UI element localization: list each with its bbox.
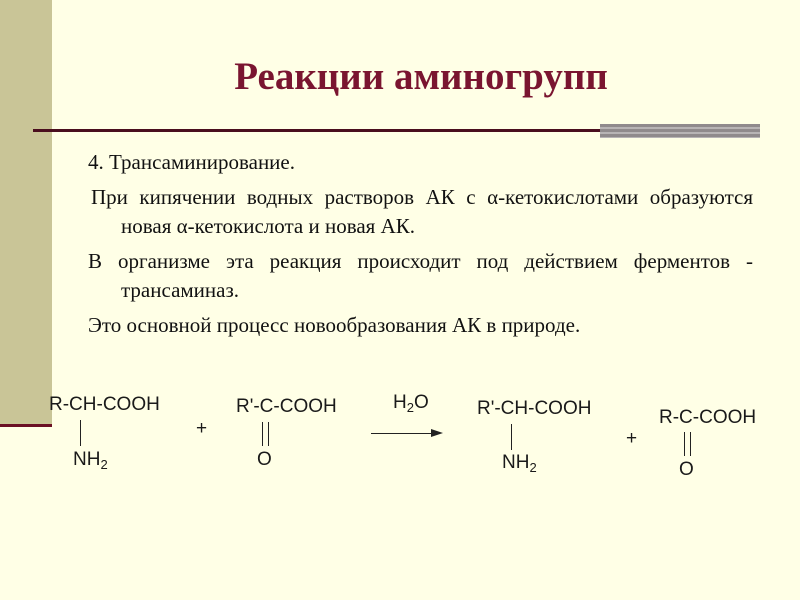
reactant1-bond xyxy=(80,420,81,446)
slide-title: Реакции аминогрупп xyxy=(234,55,608,98)
reaction-arrow-line xyxy=(371,433,435,434)
product1-group: $NH_2$ xyxy=(502,452,537,475)
paragraph-description: При кипячении водных растворов АК с α-кетокислотами образуются новая α-кетокислота и новая АК. xyxy=(91,185,753,238)
reactant2-group: O xyxy=(257,449,272,470)
reactant1-group: $NH_2$ xyxy=(73,449,108,472)
product2-double-bond-a xyxy=(684,432,685,456)
reactant1-chain: R-CH-COOH xyxy=(49,394,160,415)
product1-bond xyxy=(511,424,512,450)
slide-body xyxy=(88,148,753,346)
paragraph-conclusion: Это основной процесс новообразования АК в природе. xyxy=(88,313,581,337)
reactant2-double-bond-a xyxy=(262,422,263,446)
product2-chain: R-C-COOH xyxy=(659,407,757,428)
reactant2-double-bond-b xyxy=(268,422,269,446)
side-decoration-line xyxy=(0,424,52,427)
reaction-arrow-head xyxy=(431,429,443,437)
product2-group: O xyxy=(679,459,694,480)
reactant2-chain: R'-C-COOH xyxy=(236,396,337,417)
paragraph-organism: В организме эта реакция происходит под действием ферментов - трансаминаз. xyxy=(88,249,753,302)
arrow-condition: $H_2O$ xyxy=(393,392,429,415)
plus-sign-left: + xyxy=(196,418,208,439)
product2-double-bond-b xyxy=(690,432,691,456)
product1-chain: R'-CH-COOH xyxy=(477,398,592,419)
paragraph-heading: 4. Трансаминирование. xyxy=(88,150,295,174)
plus-sign-right: + xyxy=(626,428,638,449)
title-divider-accent xyxy=(600,124,760,138)
